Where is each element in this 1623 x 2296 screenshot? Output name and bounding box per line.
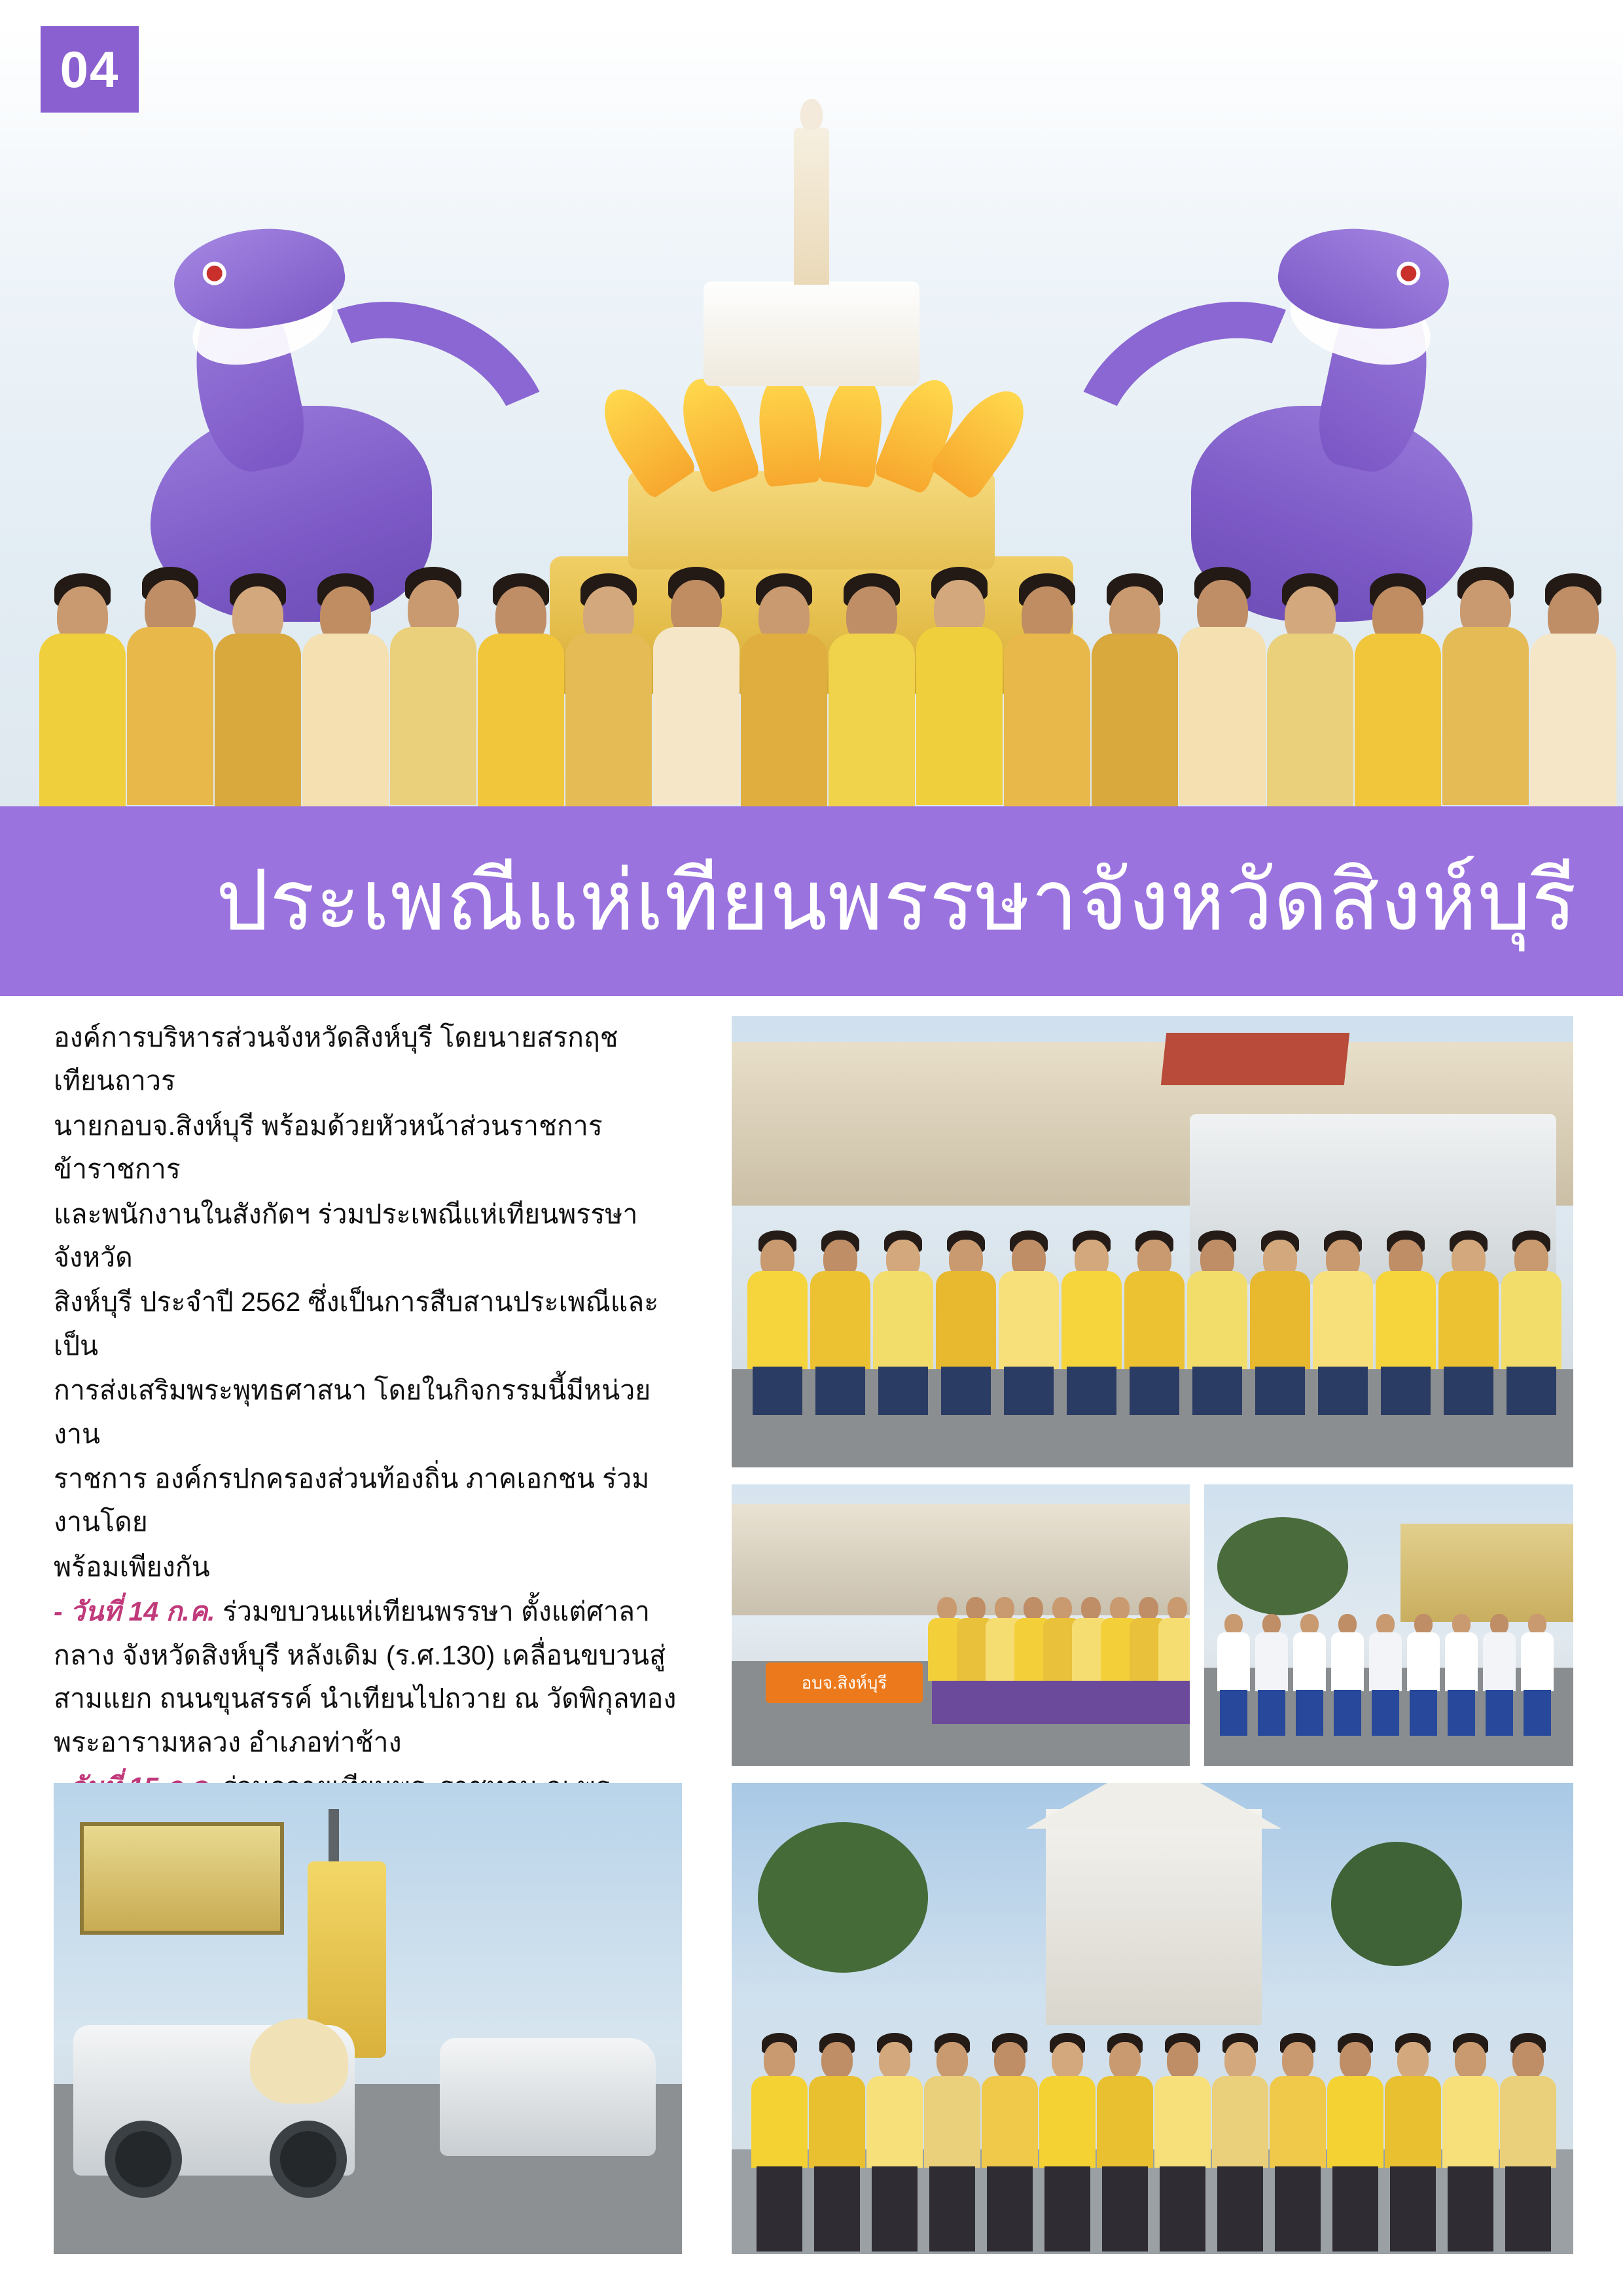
person-shirt: [1267, 634, 1353, 812]
photo-temple-roof: [1161, 1033, 1349, 1085]
person-legs: [1105, 1681, 1135, 1724]
person-head: [1081, 1597, 1101, 1621]
article-date-item: [54, 1590, 682, 1764]
person-shirt: [478, 634, 564, 812]
person-shirt: [302, 634, 389, 812]
article-paragraph: และพนักงานในสังกัดฯ ร่วมประเพณีแห่เทียนพรรษาจังหวัด: [54, 1198, 638, 1273]
person-shirt: [1250, 1271, 1310, 1369]
person-shirt: [1255, 1632, 1288, 1691]
person-shirt: [1187, 1271, 1247, 1369]
person-shirt: [1179, 627, 1266, 805]
photo-truck-convoy: [54, 1783, 682, 2254]
person-head: [1109, 2042, 1141, 2080]
photo-flower-arrangement: [250, 2018, 348, 2104]
article-paragraph: สิงห์บุรี ประจำปี 2562 ซึ่งเป็นการสืบสานประเพณีและเป็น: [54, 1287, 659, 1361]
person-head: [1397, 2042, 1429, 2080]
person-head: [1139, 1597, 1158, 1621]
person-legs: [1390, 2166, 1436, 2251]
person-shirt: [1483, 1632, 1516, 1691]
person-shirt: [1500, 2076, 1556, 2168]
photo-wheel: [105, 2121, 182, 2198]
person-legs: [1133, 1681, 1164, 1724]
person-head: [1167, 2042, 1198, 2080]
person-legs: [1332, 2166, 1378, 2251]
person-legs: [1076, 1681, 1106, 1724]
person-shirt: [1442, 2076, 1499, 2168]
person-shirt: [1385, 2076, 1441, 2168]
photo-people-row: [732, 1153, 1573, 1415]
person-shirt: [1039, 2076, 1096, 2168]
person-legs: [941, 1367, 991, 1415]
person-shirt: [565, 634, 652, 812]
person-shirt: [1331, 1632, 1364, 1691]
person-legs: [1044, 2166, 1090, 2251]
person-shirt: [1521, 1632, 1554, 1691]
photo-tree: [758, 1822, 928, 1973]
person-head: [1110, 1597, 1130, 1621]
person-shirt: [39, 634, 126, 812]
person-shirt: [1124, 1271, 1185, 1369]
person-legs: [1102, 2166, 1148, 2251]
person-legs: [1507, 1367, 1556, 1415]
person-legs: [1220, 1690, 1247, 1736]
person-legs: [1296, 1690, 1323, 1736]
person-head: [1052, 1597, 1072, 1621]
person-legs: [1162, 1681, 1190, 1724]
person-head: [764, 2042, 795, 2080]
person-shirt: [1327, 2076, 1383, 2168]
candle-icon: [794, 128, 829, 285]
float-white-tier: [704, 281, 919, 386]
article-paragraph: ราชการ องค์กรปกครองส่วนท้องถิ่น ภาคเอกชน ร่วมงานโดย: [54, 1463, 650, 1537]
person-head: [937, 1597, 957, 1621]
person-shirt: [1530, 634, 1616, 812]
person-legs: [1160, 2166, 1205, 2251]
person-head: [995, 1597, 1014, 1621]
person-head: [821, 2042, 853, 2080]
person-head: [1455, 2042, 1486, 2080]
person-head: [1282, 2042, 1313, 2080]
person-shirt: [1501, 1271, 1561, 1369]
photo-second-vehicle: [440, 2038, 656, 2156]
title-band: [0, 806, 1623, 996]
person-head: [1224, 2042, 1256, 2080]
person-legs: [1486, 1690, 1513, 1736]
person-shirt: [1004, 634, 1090, 812]
person-head: [1168, 1597, 1187, 1621]
article-date-label: - วันที่ 14 ก.ค.: [54, 1596, 215, 1627]
person-shirt: [1445, 1632, 1478, 1691]
page-number-badge: 04: [41, 26, 139, 113]
photo-officials-group: [732, 1783, 1573, 2254]
person-legs: [1255, 1367, 1305, 1415]
person-legs: [1275, 2166, 1321, 2251]
parade-banner: อบจ.สิงห์บุรี: [766, 1662, 923, 1703]
person-legs: [1448, 1690, 1475, 1736]
person-shirt: [829, 634, 915, 812]
person-shirt: [1097, 2076, 1153, 2168]
person-legs: [1047, 1681, 1077, 1724]
photo-shrine-pavilion: [1046, 1809, 1262, 2025]
person-legs: [1258, 1690, 1285, 1736]
person-shirt: [1061, 1271, 1122, 1369]
person-shirt: [751, 2076, 808, 2168]
person-legs: [1192, 1367, 1242, 1415]
person-shirt: [127, 627, 213, 805]
hero-crowd-row: [0, 471, 1623, 812]
person-shirt: [916, 627, 1003, 805]
article-paragraph: องค์การบริหารส่วนจังหวัดสิงห์บุรี โดยนายสรกฤช เทียนถาวร: [54, 1022, 618, 1096]
person-legs: [1448, 2166, 1493, 2251]
person-shirt: [866, 2076, 923, 2168]
person-shirt: [390, 627, 476, 805]
person-head: [1024, 1597, 1043, 1621]
person-legs: [987, 2166, 1033, 2251]
person-legs: [1130, 1367, 1179, 1415]
person-shirt: [1442, 627, 1529, 805]
photo-marching-band: [1204, 1484, 1573, 1766]
article-date-text: ร่วมขบวนแห่เทียนพรรษา ตั้งแต่ศาลากลาง จังหวัดสิงห์บุรี หลังเดิม (ร.ศ.130) เคลื่อนขบวนสู่สามแยก ถนนขุนสรรค์ นำเทียนไปถวาย ณ วัดพิกุลทอง พระอารามหลวง อำเภอท่าช้าง: [54, 1596, 677, 1757]
article-paragraph: พร้อมเพียงกัน: [54, 1551, 210, 1582]
person-legs: [753, 1367, 802, 1415]
photo-billboard: [80, 1822, 284, 1935]
photo-street-banner: [732, 1484, 1190, 1766]
person-legs: [1444, 1367, 1493, 1415]
person-legs: [932, 1681, 962, 1724]
person-shirt: [1313, 1271, 1373, 1369]
person-legs: [878, 1367, 928, 1415]
person-shirt: [982, 2076, 1038, 2168]
person-legs: [1372, 1690, 1399, 1736]
person-head: [879, 2042, 910, 2080]
person-shirt: [747, 1271, 808, 1369]
photo-tree: [1331, 1842, 1462, 1966]
person-legs: [872, 2166, 918, 2251]
hero-photo: [0, 26, 1623, 812]
person-shirt: [810, 1271, 870, 1369]
person-shirt: [809, 2076, 865, 2168]
person-legs: [1217, 2166, 1263, 2251]
photo-temple: [1400, 1524, 1573, 1622]
page-title: ประเพณีแห่เทียนพรรษาจังหวัดสิงห์บุรี: [215, 854, 1577, 948]
person-legs: [1318, 1367, 1368, 1415]
photo-wheel: [270, 2121, 347, 2198]
person-shirt: [1376, 1271, 1436, 1369]
person-head: [1512, 2042, 1544, 2080]
person-shirt: [1212, 2076, 1268, 2168]
person-shirt: [999, 1271, 1059, 1369]
person-shirt: [873, 1271, 933, 1369]
person-head: [1052, 2042, 1083, 2080]
person-legs: [1004, 1367, 1054, 1415]
person-legs: [1505, 2166, 1551, 2251]
person-head: [966, 1597, 986, 1621]
person-head: [936, 2042, 968, 2080]
person-legs: [1524, 1690, 1551, 1736]
person-shirt: [1355, 634, 1441, 812]
person-legs: [814, 2166, 860, 2251]
person-shirt: [1158, 1618, 1190, 1681]
person-shirt: [1369, 1632, 1402, 1691]
person-legs: [815, 1367, 865, 1415]
person-legs: [990, 1681, 1020, 1724]
person-legs: [1067, 1367, 1116, 1415]
person-shirt: [1293, 1632, 1326, 1691]
article-paragraph: การส่งเสริมพระพุทธศาสนา โดยในกิจกรรมนี้มีหน่วยงาน: [54, 1375, 651, 1449]
person-shirt: [215, 634, 301, 812]
person-head: [994, 2042, 1026, 2080]
person-shirt: [741, 634, 827, 812]
person-legs: [1018, 1681, 1048, 1724]
person-legs: [1334, 1690, 1361, 1736]
person-shirt: [1270, 2076, 1326, 2168]
photo-tree: [1217, 1517, 1348, 1615]
person-shirt: [936, 1271, 996, 1369]
person-legs: [1381, 1367, 1431, 1415]
person-shirt: [1407, 1632, 1440, 1691]
person-shirt: [924, 2076, 980, 2168]
person-shirt: [1217, 1632, 1250, 1691]
person-head: [1340, 2042, 1371, 2080]
person-shirt: [653, 627, 740, 805]
person-legs: [757, 2166, 802, 2251]
article-paragraph: นายกอบจ.สิงห์บุรี พร้อมด้วยหัวหน้าส่วนราชการ ข้าราชการ: [54, 1110, 603, 1185]
person-legs: [961, 1681, 991, 1724]
person-shirt: [1438, 1271, 1499, 1369]
person-legs: [929, 2166, 975, 2251]
person-shirt: [1092, 634, 1178, 812]
photo-parade-group: [732, 1016, 1573, 1467]
person-legs: [1410, 1690, 1437, 1736]
person-shirt: [1154, 2076, 1211, 2168]
